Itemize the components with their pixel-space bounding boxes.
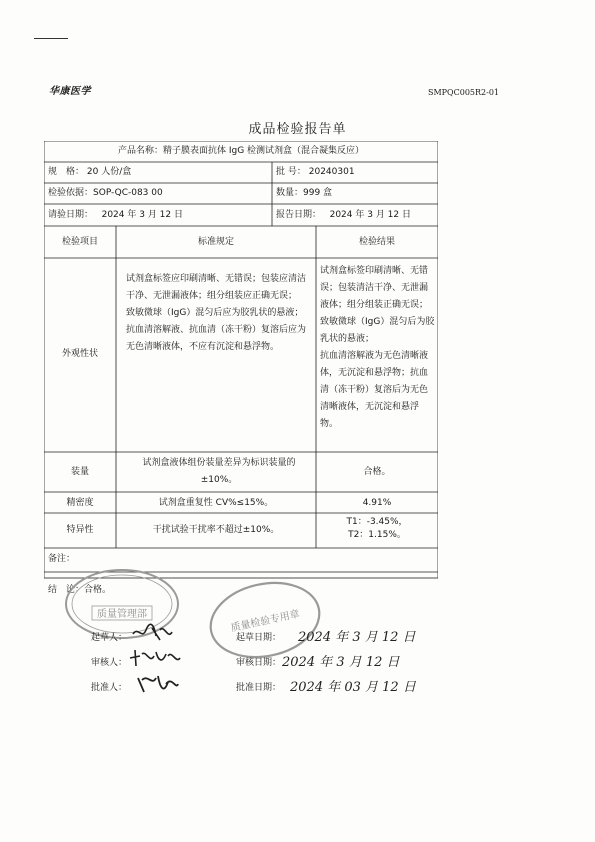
- approver-label: 批准人：: [91, 683, 128, 693]
- spec-label: 规 格：: [48, 167, 85, 177]
- row-appearance-standard: [126, 271, 312, 356]
- reviewer-signature: [128, 646, 182, 670]
- remarks-label: 备注：: [48, 554, 76, 564]
- reviewer-label: 审核人：: [91, 658, 128, 668]
- drafter-date: 2024 年 3 月 12 日: [298, 630, 416, 645]
- approver-signature: [134, 670, 180, 698]
- row-specificity-standard: 干扰试验干扰率不超过±10%。: [152, 525, 280, 535]
- report-date-cell: [276, 209, 411, 222]
- header-result: 检验结果: [358, 237, 395, 247]
- right-stamp-text: 质量检验专用章: [229, 608, 301, 635]
- result-line: T1：-3.45%，: [346, 517, 408, 527]
- request-date-value: 2024 年 3 月 12 日: [101, 210, 183, 220]
- row-volume-result: 合格。: [363, 467, 391, 477]
- row-precision-standard: 试剂盒重复性 CV%≤15%。: [158, 498, 274, 508]
- header-standard: 标准规定: [197, 237, 234, 247]
- result-line: 抗血清溶解液为无色清晰液体，无沉淀和悬浮物；抗血清（冻干粉）复溶后为无色清晰液体，无沉淀和悬浮物。: [320, 351, 429, 429]
- qty-cell: [276, 187, 332, 200]
- report-date-value: 2024 年 3 月 12 日: [329, 210, 411, 220]
- result-line: 致敏微球（IgG）混匀后为胶乳状的悬液；: [320, 317, 435, 344]
- row-appearance-result: [320, 263, 435, 433]
- product-name-row: [44, 145, 438, 158]
- conclusion-value: 合格。: [84, 585, 112, 595]
- basis-cell: [48, 187, 163, 200]
- qty-label: 数量：: [276, 188, 304, 198]
- header-item: 检验项目: [61, 237, 98, 247]
- drafter-signature: [130, 620, 174, 644]
- request-date-cell: [48, 209, 183, 222]
- reviewer-date-label: 审核日期：: [236, 658, 282, 668]
- request-date-label: 请验日期：: [48, 210, 94, 220]
- approver-date-label: 批准日期：: [236, 683, 282, 693]
- top-rule: [34, 38, 68, 39]
- row-volume-item: 装量: [70, 467, 89, 477]
- conclusion-label: 结 论：: [48, 585, 85, 595]
- drafter-date-label: 起草日期：: [236, 633, 282, 643]
- spec-value: 20 人份/盒: [86, 167, 132, 177]
- product-name-value: 精子膜表面抗体 IgG 检测试剂盒（混合凝集反应）: [162, 146, 365, 156]
- drafter-label: 起草人：: [91, 633, 128, 643]
- row-precision-result: 4.91%: [362, 498, 392, 508]
- company-logo: 华康医学: [49, 86, 91, 97]
- left-stamp-text: 质量管理部: [97, 609, 147, 620]
- spec-cell: [48, 166, 131, 179]
- standard-line: 抗血清溶解液、抗血清（冻干粉）复溶后应为无色清晰液体，不应有沉淀和悬浮物。: [126, 325, 307, 352]
- approver-date: 2024 年 03 月 12 日: [290, 680, 416, 695]
- row-volume-standard: 试剂盒液体组份装量差异为标识装量的±10%。: [142, 458, 296, 485]
- row-precision-item: 精密度: [66, 498, 94, 508]
- product-name-label: 产品名称：: [117, 146, 163, 156]
- row-specificity-result: [316, 516, 438, 542]
- row-appearance-item: 外观性状: [61, 349, 98, 359]
- row-specificity-item: 特异性: [66, 525, 94, 535]
- batch-cell: [276, 166, 355, 179]
- inspection-stamp: [206, 580, 324, 660]
- basis-label: 检验依据：: [48, 188, 94, 198]
- batch-value: 20240301: [308, 167, 355, 177]
- standard-line: 致敏微球（IgG）混匀后应为胶乳状的悬液；: [126, 308, 304, 318]
- result-line: T2：1.15%。: [348, 530, 406, 540]
- reviewer-date: 2024 年 3 月 12 日: [282, 655, 400, 670]
- report-date-label: 报告日期：: [276, 210, 322, 220]
- result-line: 试剂盒标签印刷清晰、无错误；包装清洁干净、无泄漏液体；组分组装正确无误；: [320, 266, 429, 310]
- report-title: 成品检验报告单: [248, 122, 347, 137]
- standard-line: 试剂盒标签应印刷清晰、无错误；包装应清洁干净、无泄漏液体；组分组装应正确无误；: [126, 274, 307, 301]
- basis-value: SOP-QC-083 00: [93, 188, 163, 198]
- qty-value: 999 盒: [303, 188, 333, 198]
- document-number: SMPQC005R2-01: [428, 88, 499, 97]
- batch-label: 批 号：: [276, 167, 306, 177]
